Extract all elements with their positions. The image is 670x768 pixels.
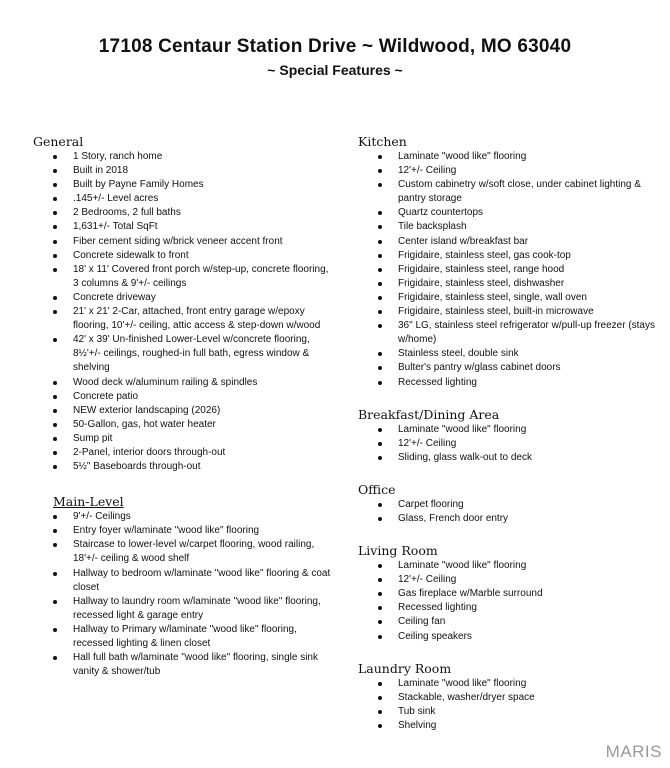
list-item: 36" LG, stainless steel refrigerator w/pull-up freezer (stays w/home) [358,319,658,347]
list-item: Stackable, washer/dryer space [358,691,658,705]
right-column [358,134,658,733]
list-item: Bulter's pantry w/glass cabinet doors [358,361,658,375]
section-heading-kitchen: Kitchen [358,134,407,149]
section-breakfast-dining [358,407,658,465]
feature-list-main-level [33,510,333,679]
list-item: Hall full bath w/laminate "wood like" flooring, single sink vanity & shower/tub [33,651,333,679]
list-item: Tub sink [358,705,658,719]
list-item: 12'+/- Ceiling [358,573,658,587]
list-item: 2 Bedrooms, 2 full baths [33,206,333,220]
list-item: Entry foyer w/laminate "wood like" flooring [33,524,333,538]
section-heading-office: Office [358,481,396,497]
list-item: Frigidaire, stainless steel, built-in microwave [358,305,658,319]
list-item: 2-Panel, interior doors through-out [33,446,333,460]
list-item: Gas fireplace w/Marble surround [358,587,658,601]
list-item: Frigidaire, stainless steel, gas cook-top [358,249,658,263]
list-item: 21' x 21' 2-Car, attached, front entry garage w/epoxy flooring, 10'+/- ceiling, attic access & step-down w/wood [33,305,333,333]
list-item: Recessed lighting [358,376,658,390]
section-heading-living-room: Living Room [358,543,438,559]
feature-list-laundry-room [358,677,658,733]
list-item: .145+/- Level acres [33,192,333,206]
list-item: Frigidaire, stainless steel, single, wall oven [358,291,658,305]
section-heading-general: General [33,134,84,149]
list-item: 9'+/- Ceilings [33,510,333,524]
left-column [33,134,333,679]
page-title: 17108 Centaur Station Drive ~ Wildwood, MO 63040 [98,36,572,57]
list-item: Concrete patio [33,390,333,404]
section-main-level [33,494,333,679]
list-item: Fiber cement siding w/brick veneer accent front [33,235,333,249]
section-kitchen [358,134,658,390]
list-item: Tile backsplash [358,220,658,234]
list-item: Ceiling fan [358,615,658,629]
list-item: Recessed lighting [358,601,658,615]
list-item: Hallway to bedroom w/laminate "wood like" flooring & coat closet [33,567,333,595]
list-item: Hallway to Primary w/laminate "wood like" flooring, recessed lighting & linen closet [33,623,333,651]
list-item: 50-Gallon, gas, hot water heater [33,418,333,432]
list-item: Center island w/breakfast bar [358,235,658,249]
list-item: Built in 2018 [33,164,333,178]
list-item: Laminate "wood like" flooring [358,559,658,573]
list-item: Concrete sidewalk to front [33,249,333,263]
list-item: Custom cabinetry w/soft close, under cabinet lighting & pantry storage [358,178,658,206]
list-item: Shelving [358,719,658,733]
feature-list-living-room [358,559,658,644]
list-item: Staircase to lower-level w/carpet flooring, wood railing, 18'+/- ceiling & wood shelf [33,538,333,566]
list-item: Frigidaire, stainless steel, dishwasher [358,277,658,291]
feature-list-breakfast-dining [358,423,658,465]
list-item: 1,631+/- Total SqFt [33,220,333,234]
list-item: Hallway to laundry room w/laminate "wood like" flooring, recessed light & garage entry [33,595,333,623]
list-item: Glass, French door entry [358,512,658,526]
list-item: 12'+/- Ceiling [358,164,658,178]
list-item: Built by Payne Family Homes [33,178,333,192]
list-item: Wood deck w/aluminum railing & spindles [33,376,333,390]
list-item: 42' x 39' Un-finished Lower-Level w/concrete flooring, 8½'+/- ceilings, roughed-in full bath, egress window & shelving [33,333,333,375]
list-item: 1 Story, ranch home [33,150,333,164]
list-item: 12'+/- Ceiling [358,437,658,451]
section-general [33,134,333,474]
list-item: Laminate "wood like" flooring [358,150,658,164]
maris-watermark: MARIS [605,742,662,761]
feature-list-kitchen [358,150,658,390]
list-item: NEW exterior landscaping (2026) [33,404,333,418]
list-item: Concrete driveway [33,291,333,305]
section-laundry-room [358,661,658,733]
list-item: Ceiling speakers [358,630,658,644]
section-heading-breakfast-dining: Breakfast/Dining Area [358,406,500,422]
list-item: Carpet flooring [358,498,658,512]
list-item: Sump pit [33,432,333,446]
list-item: Quartz countertops [358,206,658,220]
section-living-room [358,543,658,644]
list-item: Laminate "wood like" flooring [358,423,658,437]
list-item: 5½" Baseboards through-out [33,460,333,474]
feature-list-office [358,498,658,526]
list-item: Stainless steel, double sink [358,347,658,361]
feature-list-general [33,150,333,474]
list-item: 18' x 11' Covered front porch w/step-up, concrete flooring, 3 columns & 9'+/- ceilings [33,263,333,291]
section-office [358,482,658,526]
section-heading-main-level: Main-Level [53,494,124,510]
page-subtitle: ~ Special Features ~ [267,62,403,78]
list-item: Laminate "wood like" flooring [358,677,658,691]
list-item: Frigidaire, stainless steel, range hood [358,263,658,277]
list-item: Sliding, glass walk-out to deck [358,451,658,465]
section-heading-laundry-room: Laundry Room [358,660,452,676]
